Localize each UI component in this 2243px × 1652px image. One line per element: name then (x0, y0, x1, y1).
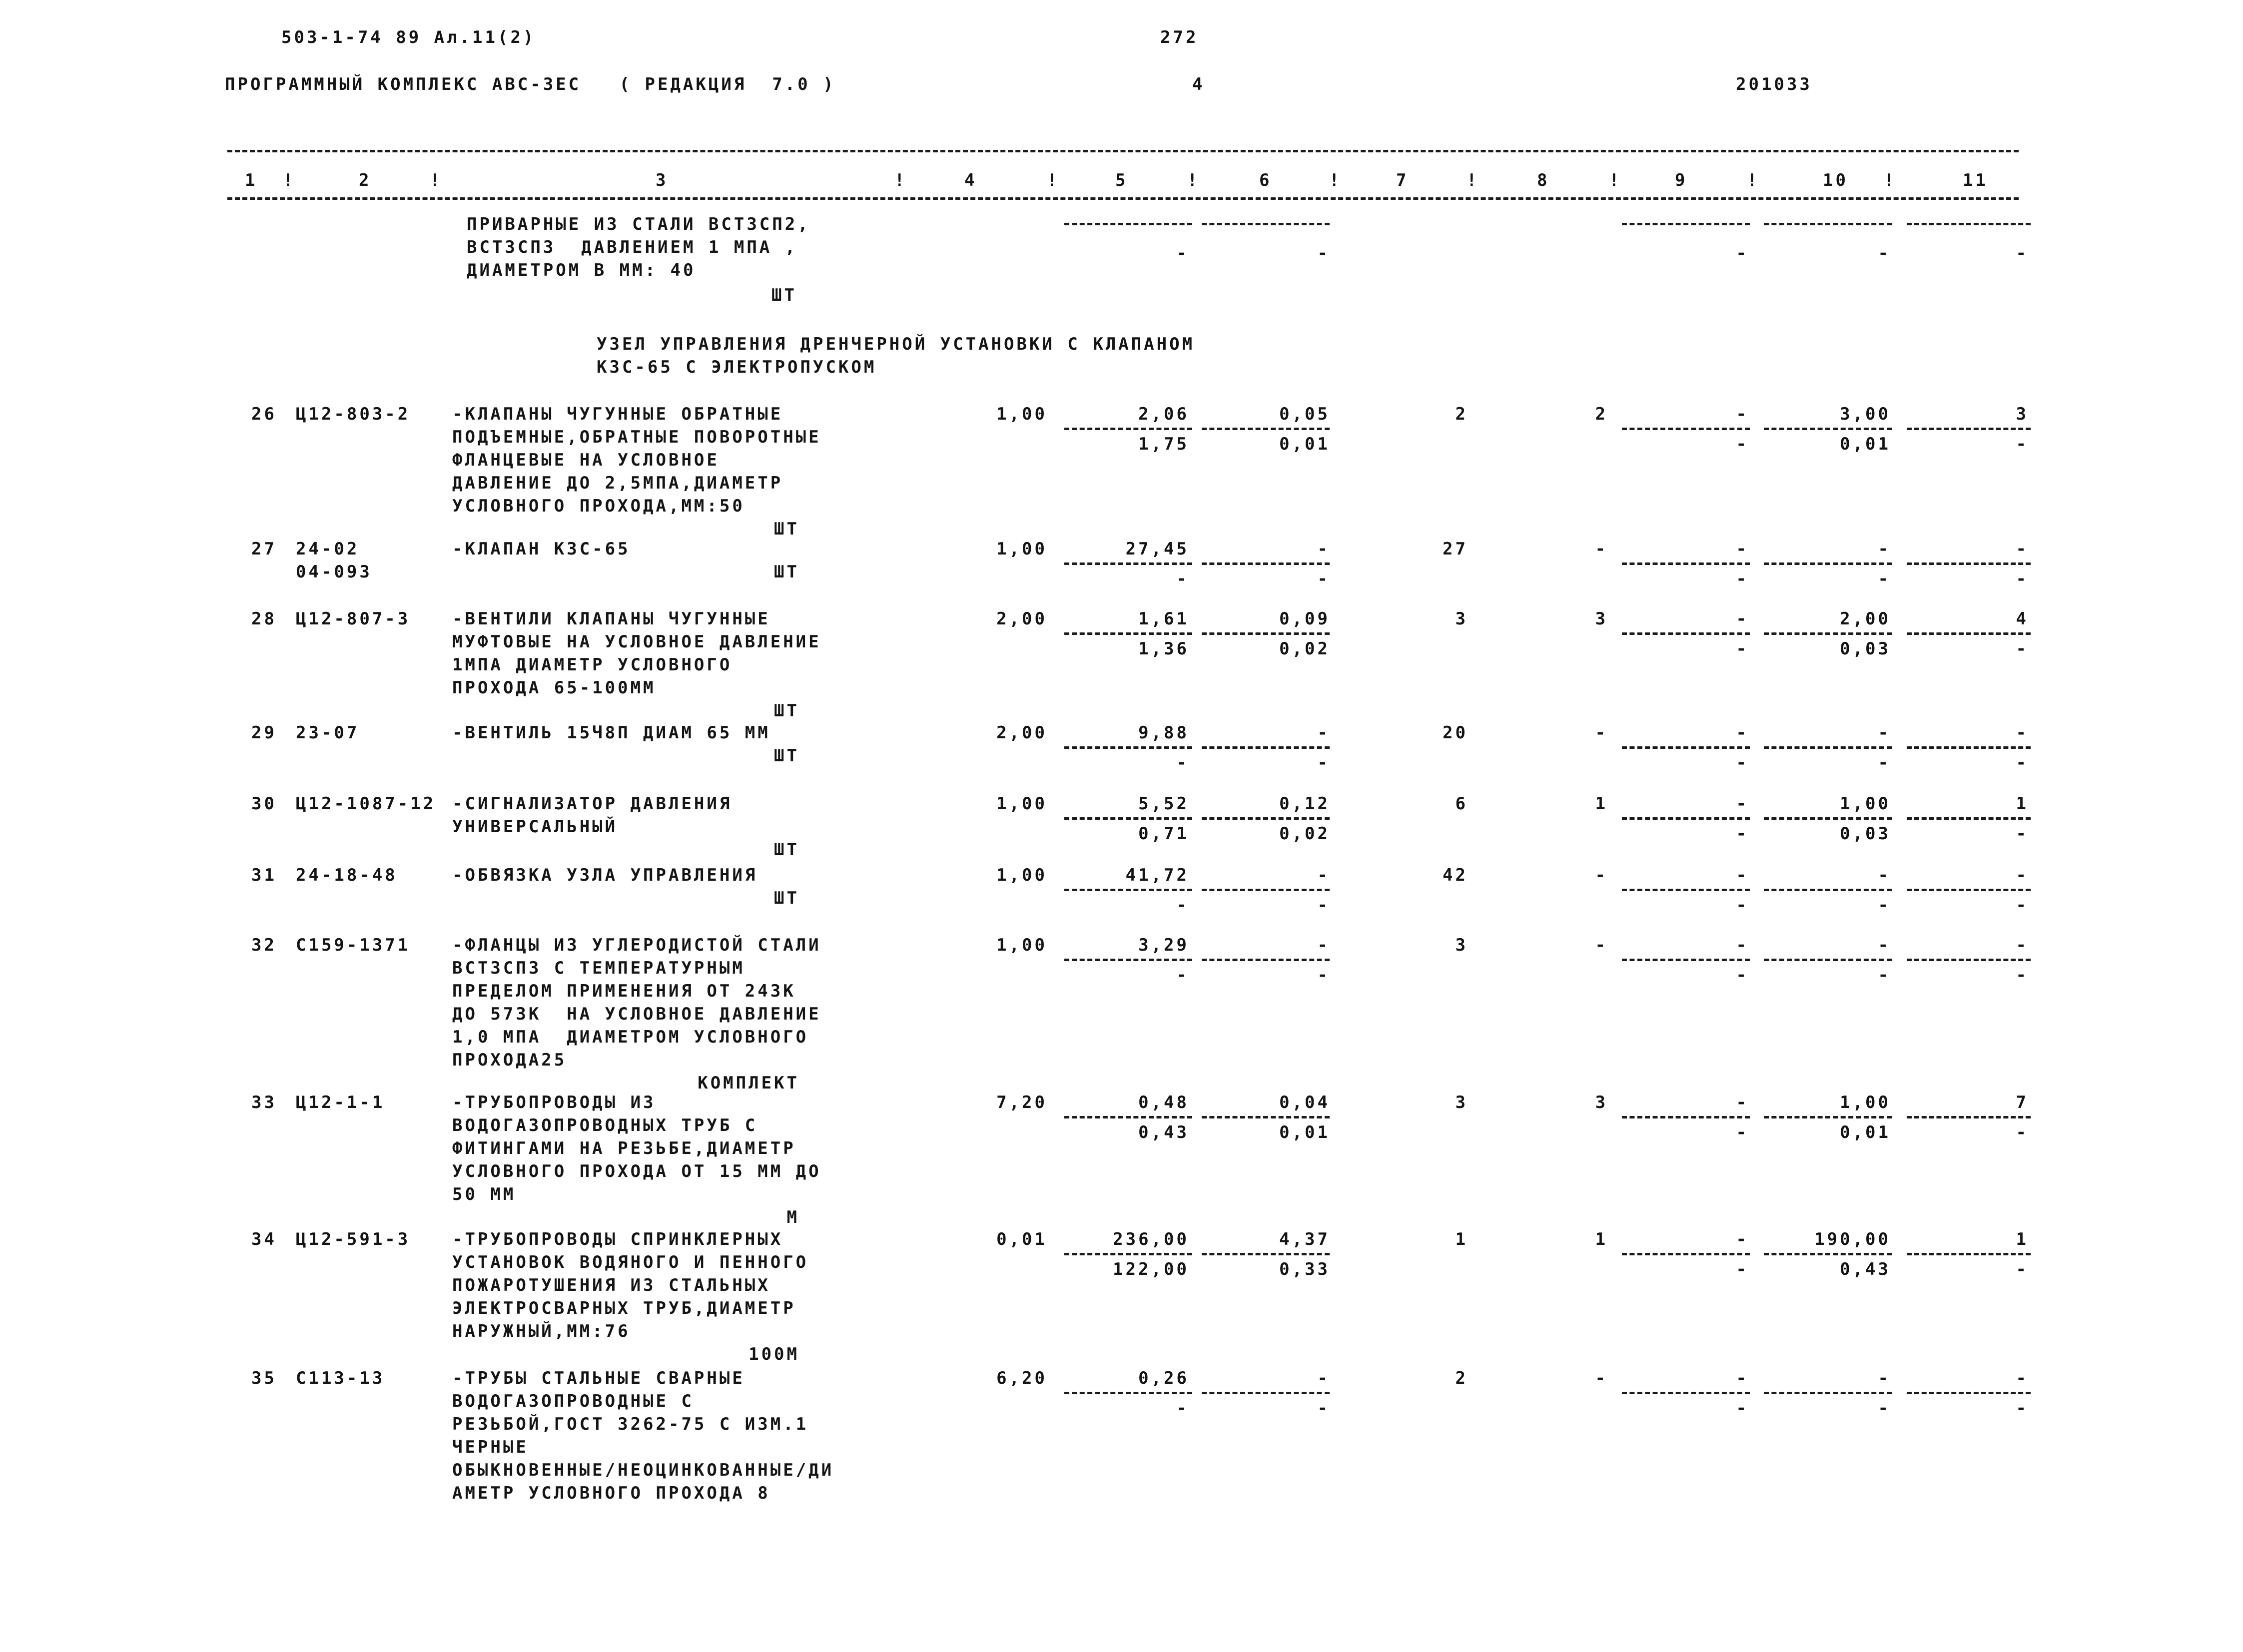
cell-c11-top: 4 (2016, 609, 2029, 629)
column-separator: ! (1187, 170, 1200, 190)
column-number: 4 (964, 170, 977, 190)
cell-c10-divider (1764, 1116, 1892, 1118)
row-description: ЭЛЕКТРОСВАРНЫХ ТРУБ,ДИАМЕТР (452, 1298, 796, 1318)
cell-c10-divider (1764, 817, 1892, 820)
row-description: ДАВЛЕНИЕ ДО 2,5МПА,ДИАМЕТР (452, 473, 783, 493)
cell-c6-top: - (1317, 723, 1330, 743)
cell-c10-top: - (1878, 1368, 1891, 1388)
cell-c9-divider (1622, 889, 1750, 891)
row-description: УНИВЕРСАЛЬНЫЙ (452, 817, 618, 837)
page-number: 272 (1160, 27, 1199, 47)
cell-c6-top: - (1317, 539, 1330, 559)
cell-c5-bottom: 122,00 (1113, 1259, 1189, 1279)
cell-c10-divider (1764, 223, 1892, 225)
row-code: Ц12-803-2 (296, 404, 411, 424)
cell-c5-top: 236,00 (1113, 1229, 1189, 1249)
cell-c10-bottom: - (1878, 965, 1891, 985)
cell-c8: - (1595, 865, 1608, 885)
row-description: ПРОХОДА25 (452, 1050, 567, 1070)
cell-c9-top: - (1736, 794, 1749, 814)
carryover-unit: ШТ (771, 285, 797, 305)
row-description: ПРЕДЕЛОМ ПРИМЕНЕНИЯ ОТ 243К (452, 981, 796, 1001)
cell-c5-top: 0,26 (1138, 1368, 1189, 1388)
cell-c11-bottom: - (2016, 965, 2029, 985)
column-number: 7 (1396, 170, 1409, 190)
cell-c7: 1 (1455, 1229, 1468, 1249)
cell-c6-divider (1202, 428, 1330, 430)
row-description: -ВЕНТИЛИ КЛАПАНЫ ЧУГУННЫЕ (452, 609, 770, 629)
cell-c5-divider (1064, 223, 1192, 225)
cell-c6-bottom: - (1317, 965, 1330, 985)
cell-c9-divider (1622, 562, 1750, 565)
cell-c6-divider (1202, 1253, 1330, 1255)
cell-c11-bottom: - (2016, 895, 2029, 915)
row-description: УСТАНОВОК ВОДЯНОГО И ПЕННОГО (452, 1252, 809, 1272)
cell-c6-bottom: - (1317, 895, 1330, 915)
cell-c6-divider (1202, 959, 1330, 961)
row-description: ПРОХОДА 65-100ММ (452, 678, 656, 698)
cell-c11-divider (1907, 746, 2031, 749)
cell-c6-top: 4,37 (1279, 1229, 1330, 1249)
row-unit: М (786, 1207, 799, 1227)
cell-c6-divider (1202, 632, 1330, 635)
column-number: 8 (1537, 170, 1550, 190)
cell-c6-divider (1202, 223, 1330, 225)
column-separator: ! (894, 170, 907, 190)
cell-c5-bottom: - (1176, 895, 1189, 915)
cell-c9-top: - (1736, 935, 1749, 955)
cell-c6-top: 0,05 (1279, 404, 1330, 424)
cell-c7: 27 (1443, 539, 1468, 559)
column-number: 5 (1115, 170, 1128, 190)
cell-c5-divider (1064, 428, 1192, 430)
cell-c10-bottom: - (1878, 1398, 1891, 1418)
cell-c6-top: - (1317, 935, 1330, 955)
cell-c10-top: - (1878, 935, 1891, 955)
cell-c9-divider (1622, 1392, 1750, 1394)
cell-c9-bottom: - (1736, 243, 1749, 263)
cell-c9-top: - (1736, 1229, 1749, 1249)
row-description: -СИГНАЛИЗАТОР ДАВЛЕНИЯ (452, 794, 733, 814)
cell-c5-bottom: - (1176, 569, 1189, 589)
row-description: МУФТОВЫЕ НА УСЛОВНОЕ ДАВЛЕНИЕ (452, 632, 821, 652)
cell-c11-bottom: - (2016, 1122, 2029, 1142)
row-quantity: 1,00 (996, 865, 1047, 885)
cell-c10-divider (1764, 746, 1892, 749)
cell-c10-divider (1764, 959, 1892, 961)
row-quantity: 1,00 (996, 794, 1047, 814)
cell-c10-divider (1764, 428, 1892, 430)
cell-c5-top: 5,52 (1138, 794, 1189, 814)
row-description: -КЛАПАНЫ ЧУГУННЫЕ ОБРАТНЫЕ (452, 404, 783, 424)
cell-c11-divider (1907, 223, 2031, 225)
cell-c11-top: - (2016, 539, 2029, 559)
cell-c10-bottom: 0,43 (1840, 1259, 1891, 1279)
row-description: ВСТ3СП3 С ТЕМПЕРАТУРНЫМ (452, 958, 745, 978)
cell-c5-top: 41,72 (1125, 865, 1189, 885)
row-code: 23-07 (296, 723, 360, 743)
section-heading: КЗС-65 С ЭЛЕКТРОПУСКОМ (597, 357, 877, 377)
row-description: -ФЛАНЦЫ ИЗ УГЛЕРОДИСТОЙ СТАЛИ (452, 935, 821, 955)
cell-c6-top: - (1317, 865, 1330, 885)
row-number: 35 (251, 1368, 277, 1388)
cell-c11-divider (1907, 1116, 2031, 1118)
cell-c7: 42 (1443, 865, 1468, 885)
cell-c5-bottom: 1,36 (1138, 639, 1189, 659)
cell-c11-bottom: - (2016, 569, 2029, 589)
row-quantity: 1,00 (996, 539, 1047, 559)
row-code: 24-02 (296, 539, 360, 559)
cell-c11-bottom: - (2016, 243, 2029, 263)
cell-c11-divider (1907, 959, 2031, 961)
cell-c6-divider (1202, 889, 1330, 891)
column-separator: ! (1747, 170, 1760, 190)
cell-c8: - (1595, 935, 1608, 955)
cell-c6-bottom: 0,02 (1279, 639, 1330, 659)
row-number: 29 (251, 723, 277, 743)
cell-c10-divider (1764, 562, 1892, 565)
cell-c5-bottom: - (1176, 243, 1189, 263)
row-unit: ШТ (774, 888, 799, 908)
row-number: 32 (251, 935, 277, 955)
cell-c10-top: 190,00 (1814, 1229, 1891, 1249)
cell-c9-divider (1622, 959, 1750, 961)
row-description: -ОБВЯЗКА УЗЛА УПРАВЛЕНИЯ (452, 865, 758, 885)
cell-c10-top: 1,00 (1840, 1093, 1891, 1112)
row-description: ДО 573К НА УСЛОВНОЕ ДАВЛЕНИЕ (452, 1004, 821, 1024)
cell-c6-divider (1202, 817, 1330, 820)
cell-c11-divider (1907, 428, 2031, 430)
cell-c11-bottom: - (2016, 434, 2029, 454)
cell-c11-divider (1907, 632, 2031, 635)
row-description: ВОДОГАЗОПРОВОДНЫЕ С (452, 1391, 694, 1411)
cell-c8: 2 (1595, 404, 1608, 424)
cell-c9-bottom: - (1736, 569, 1749, 589)
row-unit: 100М (748, 1344, 799, 1364)
cell-c5-top: 3,29 (1138, 935, 1189, 955)
cell-c10-bottom: 0,01 (1840, 434, 1891, 454)
cell-c5-divider (1064, 632, 1192, 635)
cell-c5-top: 0,48 (1138, 1093, 1189, 1112)
cell-c6-top: 0,12 (1279, 794, 1330, 814)
row-code: 04-093 (296, 562, 372, 582)
cell-c8: 3 (1595, 1093, 1608, 1112)
sheet-number: 4 (1192, 74, 1205, 94)
row-description: 50 ММ (452, 1184, 516, 1204)
cell-c6-divider (1202, 1116, 1330, 1118)
cell-c9-top: - (1736, 723, 1749, 743)
cell-c6-bottom: 0,02 (1279, 824, 1330, 844)
cell-c8: - (1595, 723, 1608, 743)
cell-c9-top: - (1736, 609, 1749, 629)
cell-c10-top: - (1878, 539, 1891, 559)
cell-c9-bottom: - (1736, 639, 1749, 659)
cell-c10-bottom: 0,03 (1840, 639, 1891, 659)
cell-c9-bottom: - (1736, 965, 1749, 985)
cell-c10-divider (1764, 1253, 1892, 1255)
row-number: 27 (251, 539, 277, 559)
column-number: 1 (245, 170, 258, 190)
column-number: 3 (656, 170, 669, 190)
row-description: РЕЗЬБОЙ,ГОСТ 3262-75 С ИЗМ.1 (452, 1414, 809, 1434)
cell-c11-divider (1907, 817, 2031, 820)
cell-c5-divider (1064, 959, 1192, 961)
row-code: Ц12-591-3 (296, 1229, 411, 1249)
cell-c9-divider (1622, 1253, 1750, 1255)
column-separator: ! (1329, 170, 1342, 190)
column-number: 10 (1823, 170, 1848, 190)
cell-c7: 2 (1455, 1368, 1468, 1388)
cell-c5-divider (1064, 746, 1192, 749)
row-quantity: 2,00 (996, 723, 1047, 743)
cell-c8: - (1595, 539, 1608, 559)
cell-c9-top: - (1736, 865, 1749, 885)
cell-c6-bottom: - (1317, 569, 1330, 589)
cell-c5-divider (1064, 1253, 1192, 1255)
cell-c5-divider (1064, 817, 1192, 820)
cell-c11-top: - (2016, 1368, 2029, 1388)
cell-c9-bottom: - (1736, 1398, 1749, 1418)
column-separator: ! (283, 170, 296, 190)
cell-c10-bottom: 0,01 (1840, 1122, 1891, 1142)
cell-c6-bottom: - (1317, 243, 1330, 263)
cell-c11-top: 1 (2016, 1229, 2029, 1249)
row-description: ОБЫКНОВЕННЫЕ/НЕОЦИНКОВАННЫЕ/ДИ (452, 1460, 834, 1480)
cell-c11-bottom: - (2016, 639, 2029, 659)
cell-c11-top: - (2016, 723, 2029, 743)
cell-c7: 20 (1443, 723, 1468, 743)
cell-c9-divider (1622, 632, 1750, 635)
cell-c9-divider (1622, 1116, 1750, 1118)
cell-c6-divider (1202, 1392, 1330, 1394)
row-unit: ШТ (774, 701, 799, 721)
column-number: 2 (359, 170, 372, 190)
column-separator: ! (1467, 170, 1480, 190)
carryover-line: ПРИВАРНЫЕ ИЗ СТАЛИ ВСТ3СП2, (467, 214, 810, 234)
cell-c5-bottom: - (1176, 965, 1189, 985)
cell-c10-bottom: 0,03 (1840, 824, 1891, 844)
row-description: ЧЕРНЫЕ (452, 1437, 529, 1457)
row-number: 31 (251, 865, 277, 885)
row-unit: ШТ (774, 562, 799, 582)
column-separator: ! (430, 170, 443, 190)
column-number: 6 (1259, 170, 1272, 190)
row-code: С159-1371 (296, 935, 411, 955)
cell-c5-bottom: 1,75 (1138, 434, 1189, 454)
row-description: 1МПА ДИАМЕТР УСЛОВНОГО (452, 655, 733, 675)
column-number: 11 (1963, 170, 1988, 190)
cell-c5-divider (1064, 889, 1192, 891)
row-number: 28 (251, 609, 277, 629)
row-description: ВОДОГАЗОПРОВОДНЫХ ТРУБ С (452, 1115, 758, 1135)
cell-c6-bottom: 0,33 (1279, 1259, 1330, 1279)
cell-c11-top: 1 (2016, 794, 2029, 814)
cell-c7: 3 (1455, 609, 1468, 629)
row-description: ПОЖАРОТУШЕНИЯ ИЗ СТАЛЬНЫХ (452, 1275, 770, 1295)
row-description: УСЛОВНОГО ПРОХОДА,ММ:50 (452, 496, 745, 516)
row-code: 24-18-48 (296, 865, 398, 885)
cell-c9-divider (1622, 817, 1750, 820)
row-unit: ШТ (774, 746, 799, 766)
column-separator: ! (1047, 170, 1060, 190)
row-description: 1,0 МПА ДИАМЕТРОМ УСЛОВНОГО (452, 1027, 809, 1047)
cell-c5-top: 1,61 (1138, 609, 1189, 629)
cell-c6-top: - (1317, 1368, 1330, 1388)
row-description: -ТРУБЫ СТАЛЬНЫЕ СВАРНЫЕ (452, 1368, 745, 1388)
cell-c9-bottom: - (1736, 824, 1749, 844)
row-description: ФЛАНЦЕВЫЕ НА УСЛОВНОЕ (452, 450, 720, 470)
row-quantity: 2,00 (996, 609, 1047, 629)
cell-c11-divider (1907, 1253, 2031, 1255)
cell-c8: 3 (1595, 609, 1608, 629)
cell-c6-bottom: 0,01 (1279, 1122, 1330, 1142)
cell-c6-top: 0,04 (1279, 1093, 1330, 1112)
row-number: 30 (251, 794, 277, 814)
cell-c10-bottom: - (1878, 895, 1891, 915)
column-separator: ! (1884, 170, 1897, 190)
cell-c5-divider (1064, 1392, 1192, 1394)
cell-c8: - (1595, 1368, 1608, 1388)
cell-c5-top: 9,88 (1138, 723, 1189, 743)
table-header-rule (227, 197, 2019, 200)
cell-c11-bottom: - (2016, 824, 2029, 844)
cell-c9-divider (1622, 223, 1750, 225)
cell-c7: 3 (1455, 935, 1468, 955)
row-unit: КОМПЛЕКТ (698, 1073, 799, 1093)
cell-c10-divider (1764, 889, 1892, 891)
cell-c5-divider (1064, 1116, 1192, 1118)
row-quantity: 7,20 (996, 1093, 1047, 1112)
row-description: ФИТИНГАМИ НА РЕЗЬБЕ,ДИАМЕТР (452, 1138, 796, 1158)
row-description: -ТРУБОПРОВОДЫ ИЗ (452, 1093, 656, 1112)
carryover-line: ВСТ3СП3 ДАВЛЕНИЕМ 1 МПА , (467, 237, 798, 257)
cell-c11-bottom: - (2016, 1259, 2029, 1279)
cell-c5-divider (1064, 562, 1192, 565)
document-number: 201033 (1736, 74, 1812, 94)
cell-c10-top: 1,00 (1840, 794, 1891, 814)
document-code: 503-1-74 89 Ал.11(2) (281, 27, 536, 47)
cell-c11-divider (1907, 1392, 2031, 1394)
carryover-line: ДИАМЕТРОМ В ММ: 40 (467, 260, 696, 280)
cell-c5-top: 2,06 (1138, 404, 1189, 424)
cell-c7: 3 (1455, 1093, 1468, 1112)
cell-c11-top: - (2016, 865, 2029, 885)
row-description: -КЛАПАН КЗС-65 (452, 539, 631, 559)
cell-c5-bottom: 0,71 (1138, 824, 1189, 844)
cell-c6-divider (1202, 746, 1330, 749)
cell-c6-bottom: 0,01 (1279, 434, 1330, 454)
cell-c5-bottom: - (1176, 753, 1189, 773)
cell-c9-divider (1622, 428, 1750, 430)
cell-c5-top: 27,45 (1125, 539, 1189, 559)
cell-c10-top: 2,00 (1840, 609, 1891, 629)
cell-c6-top: 0,09 (1279, 609, 1330, 629)
cell-c10-top: 3,00 (1840, 404, 1891, 424)
row-quantity: 1,00 (996, 935, 1047, 955)
row-description: АМЕТР УСЛОВНОГО ПРОХОДА 8 (452, 1483, 770, 1503)
cell-c9-top: - (1736, 539, 1749, 559)
cell-c8: 1 (1595, 1229, 1608, 1249)
cell-c9-bottom: - (1736, 1259, 1749, 1279)
cell-c10-divider (1764, 1392, 1892, 1394)
cell-c11-divider (1907, 562, 2031, 565)
row-number: 33 (251, 1093, 277, 1112)
cell-c9-bottom: - (1736, 434, 1749, 454)
cell-c6-bottom: - (1317, 753, 1330, 773)
cell-c9-bottom: - (1736, 753, 1749, 773)
cell-c9-top: - (1736, 1093, 1749, 1112)
cell-c11-top: - (2016, 935, 2029, 955)
row-number: 26 (251, 404, 277, 424)
row-unit: ШТ (774, 840, 799, 860)
cell-c9-top: - (1736, 404, 1749, 424)
cell-c11-divider (1907, 889, 2031, 891)
cell-c7: 6 (1455, 794, 1468, 814)
row-description: ПОДЪЕМНЫЕ,ОБРАТНЫЕ ПОВОРОТНЫЕ (452, 427, 821, 447)
column-separator: ! (1609, 170, 1622, 190)
row-description: УСЛОВНОГО ПРОХОДА ОТ 15 ММ ДО (452, 1161, 821, 1181)
row-unit: ШТ (774, 519, 799, 539)
section-heading: УЗЕЛ УПРАВЛЕНИЯ ДРЕНЧЕРНОЙ УСТАНОВКИ С КЛАПАНОМ (597, 334, 1195, 354)
cell-c10-top: - (1878, 865, 1891, 885)
row-quantity: 1,00 (996, 404, 1047, 424)
row-number: 34 (251, 1229, 277, 1249)
cell-c11-top: 7 (2016, 1093, 2029, 1112)
cell-c9-bottom: - (1736, 895, 1749, 915)
cell-c6-divider (1202, 562, 1330, 565)
cell-c5-bottom: - (1176, 1398, 1189, 1418)
column-number: 9 (1675, 170, 1688, 190)
cell-c10-divider (1764, 632, 1892, 635)
cell-c9-bottom: - (1736, 1122, 1749, 1142)
row-code: С113-13 (296, 1368, 385, 1388)
cell-c6-bottom: - (1317, 1398, 1330, 1418)
cell-c11-bottom: - (2016, 753, 2029, 773)
row-quantity: 6,20 (996, 1368, 1047, 1388)
cell-c11-top: 3 (2016, 404, 2029, 424)
row-code: Ц12-807-3 (296, 609, 411, 629)
row-description: -ТРУБОПРОВОДЫ СПРИНКЛЕРНЫХ (452, 1229, 783, 1249)
cell-c5-bottom: 0,43 (1138, 1122, 1189, 1142)
row-quantity: 0,01 (996, 1229, 1047, 1249)
cell-c9-top: - (1736, 1368, 1749, 1388)
row-code: Ц12-1087-12 (296, 794, 436, 814)
table-top-rule (227, 150, 2019, 152)
program-title: ПРОГРАММНЫЙ КОМПЛЕКС АВС-3ЕС ( РЕДАКЦИЯ 7.0 ) (225, 74, 836, 94)
row-code: Ц12-1-1 (296, 1093, 385, 1112)
cell-c8: 1 (1595, 794, 1608, 814)
row-description: -ВЕНТИЛЬ 15Ч8П ДИАМ 65 ММ (452, 723, 770, 743)
row-description: НАРУЖНЫЙ,ММ:76 (452, 1321, 631, 1341)
cell-c11-bottom: - (2016, 1398, 2029, 1418)
cell-c10-bottom: - (1878, 569, 1891, 589)
cell-c10-bottom: - (1878, 243, 1891, 263)
cell-c10-bottom: - (1878, 753, 1891, 773)
cell-c7: 2 (1455, 404, 1468, 424)
cell-c10-top: - (1878, 723, 1891, 743)
cell-c9-divider (1622, 746, 1750, 749)
